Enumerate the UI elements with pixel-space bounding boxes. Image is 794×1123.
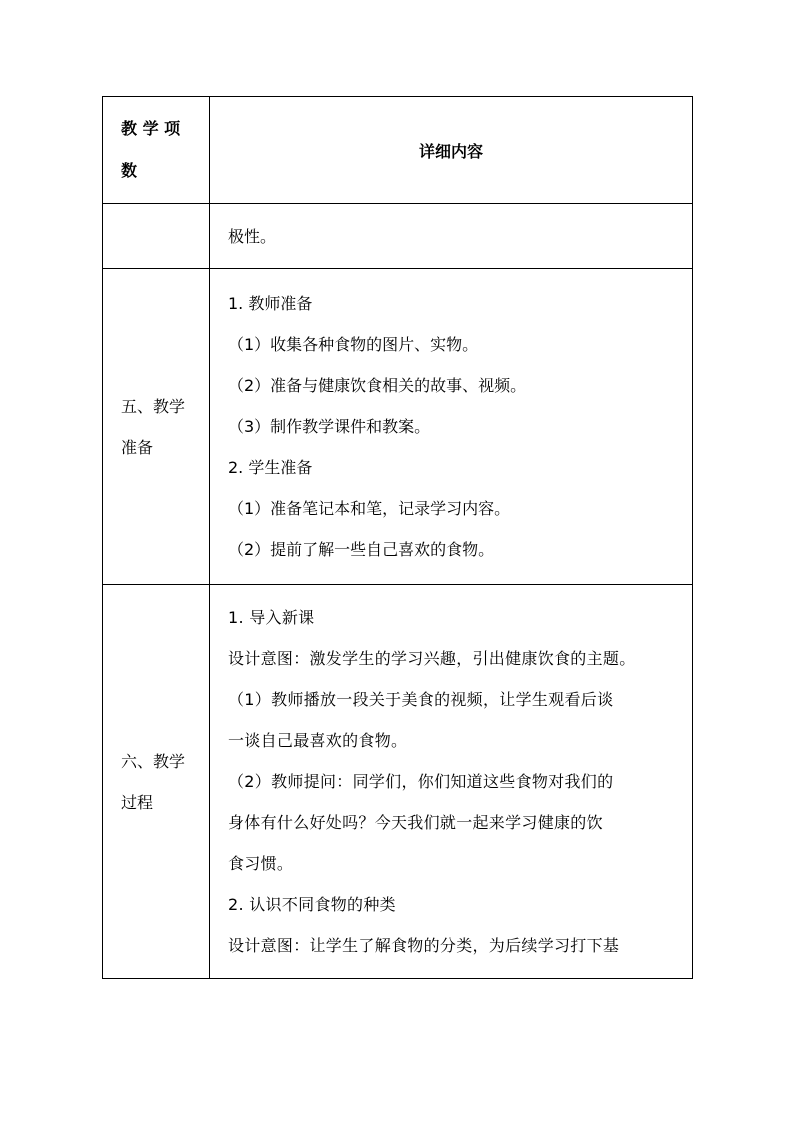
header-item-label-line1: 教 学 项 (121, 119, 181, 138)
process-label-cell (103, 585, 210, 979)
content-line: （1）教师播放一段关于美食的视频，让学生观看后谈 (228, 690, 614, 709)
process-content-cell (210, 585, 693, 979)
row-label-line1: 五、教学 (121, 396, 186, 416)
table-header-row (103, 97, 693, 204)
table-row-process (103, 585, 693, 979)
preparation-content-cell (210, 269, 693, 585)
content-line: 身体有什么好处吗？今天我们就一起来学习健康的饮 (228, 813, 603, 832)
content-line: （3）制作教学课件和教案。 (228, 417, 431, 436)
continued-text: 极性。 (228, 226, 277, 246)
content-line: 1. 教师准备 (228, 294, 313, 313)
content-line: （1）准备笔记本和笔，记录学习内容。 (228, 499, 511, 518)
content-line: 设计意图：激发学生的学习兴趣，引出健康饮食的主题。 (228, 649, 636, 668)
header-item-label-line2: 数 (121, 161, 138, 180)
table-row-continued (103, 204, 693, 269)
lesson-plan-table (102, 96, 693, 979)
table-row-preparation (103, 269, 693, 585)
empty-label-cell (103, 204, 210, 269)
row-label-line1: 六、教学 (121, 751, 186, 771)
content-line: （2）准备与健康饮食相关的故事、视频。 (228, 376, 527, 395)
content-line: 一谈自己最喜欢的食物。 (228, 731, 408, 750)
content-line: 设计意图：让学生了解食物的分类，为后续学习打下基 (228, 936, 620, 955)
row-label-line2: 准备 (121, 437, 154, 457)
content-line: （2）教师提问：同学们，你们知道这些食物对我们的 (228, 772, 614, 791)
content-line: （1）收集各种食物的图片、实物。 (228, 335, 479, 354)
continued-content-cell (210, 204, 693, 269)
content-line: 1. 导入新课 (228, 608, 315, 627)
content-line: 食习惯。 (228, 854, 294, 873)
row-label-line2: 过程 (121, 792, 154, 812)
header-item-label (103, 97, 210, 204)
content-line: 2. 学生准备 (228, 458, 313, 477)
content-line: （2）提前了解一些自己喜欢的食物。 (228, 540, 495, 559)
content-line: 2. 认识不同食物的种类 (228, 895, 396, 914)
preparation-label-cell (103, 269, 210, 585)
header-content-label: 详细内容 (210, 97, 693, 204)
